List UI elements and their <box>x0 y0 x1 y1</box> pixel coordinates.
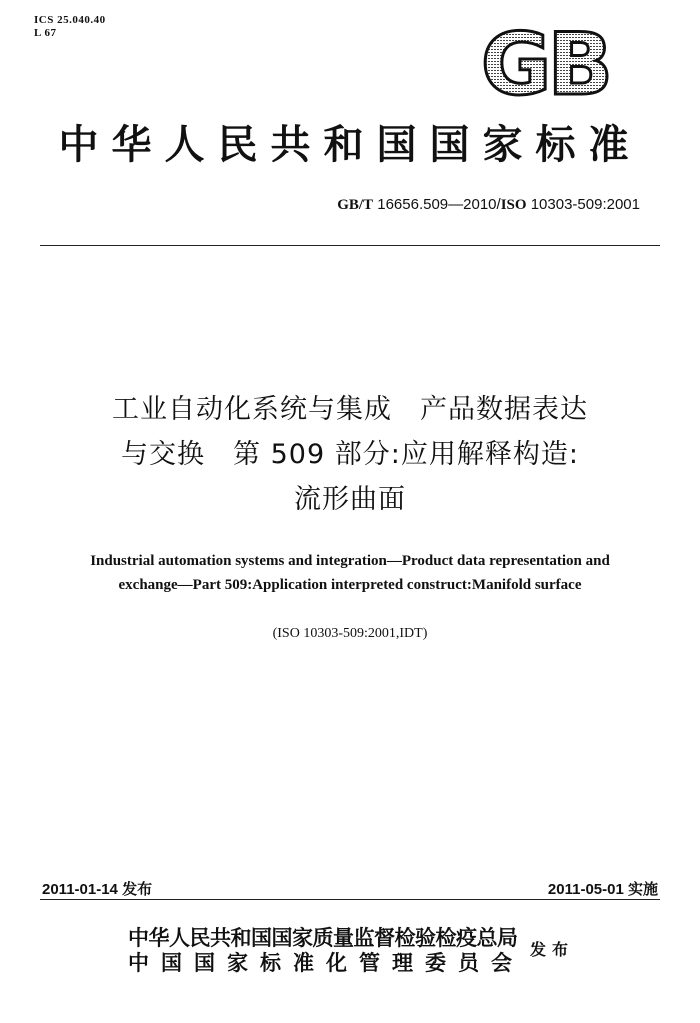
issuer-aqsiq: 中华人民共和国国家质量监督检验检疫总局 <box>128 925 518 950</box>
standard-title: 中华人民共和国国家标准 <box>58 121 642 168</box>
implementation-date: 2011-05-01 实施 <box>547 881 658 898</box>
standard-number-mid: 16656.509—2010/ <box>377 196 501 213</box>
standard-number-iso: ISO <box>500 197 527 213</box>
ccs-code: L 67 <box>34 27 57 39</box>
iso-reference: (ISO 10303-509:2001,IDT) <box>272 626 428 641</box>
chinese-title-line-3: 流形曲面 <box>294 484 406 515</box>
english-title-line-1: Industrial automation systems and integration—Product data representation and <box>90 553 610 569</box>
chinese-title-line-2: 与交换 第 509 部分:应用解释构造: <box>121 439 579 470</box>
classification-codes <box>34 14 106 40</box>
standard-number-suffix: 10303-509:2001 <box>530 196 640 213</box>
issuer-sac: 中国国家标准化管理委员会 <box>128 950 524 975</box>
issue-date: 2011-01-14 发布 <box>42 881 153 898</box>
chinese-title-line-1: 工业自动化系统与集成 产品数据表达 <box>112 394 588 425</box>
header-divider <box>40 245 660 246</box>
standard-number <box>337 196 640 214</box>
standard-number-prefix: GB/T <box>337 197 374 213</box>
gb-logo-text: GB <box>480 22 610 102</box>
footer-divider <box>40 899 660 900</box>
publish-label: 发布 <box>530 940 575 959</box>
gb-logo <box>470 22 620 102</box>
english-title-line-2: exchange—Part 509:Application interpreted construct:Manifold surface <box>118 577 582 593</box>
ics-code: ICS 25.040.40 <box>34 14 106 26</box>
